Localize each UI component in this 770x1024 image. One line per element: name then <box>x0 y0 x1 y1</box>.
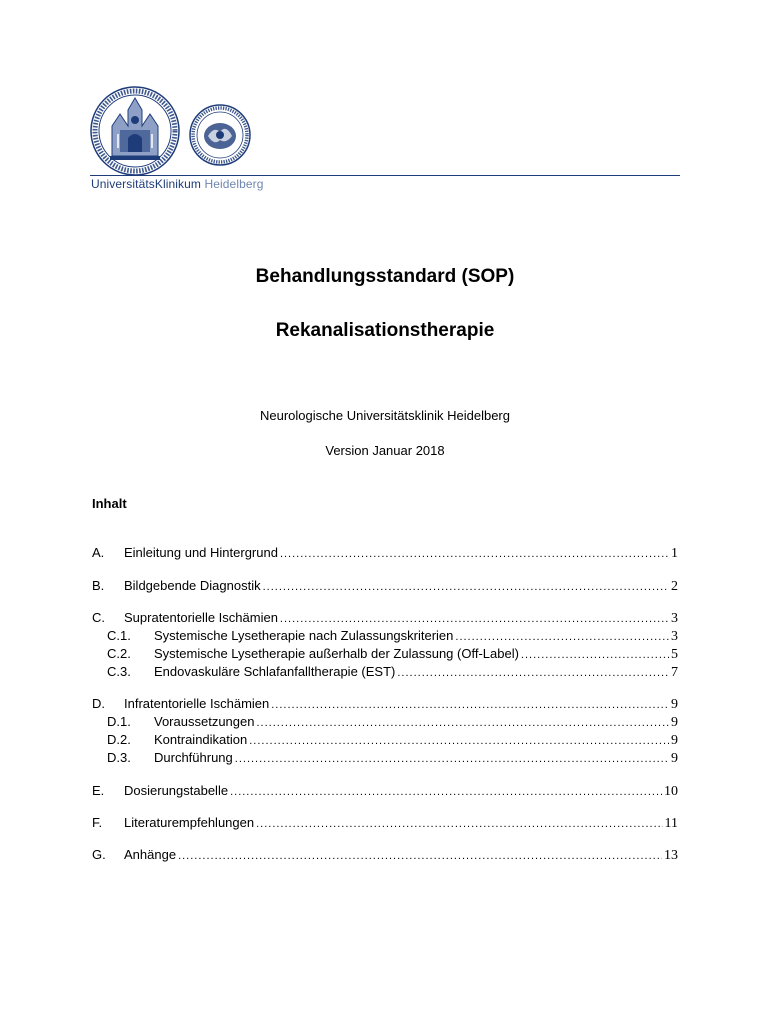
toc-leader-dots <box>271 699 669 711</box>
toc-leader-dots <box>455 631 669 643</box>
toc-entry-label: Durchführung <box>154 750 233 765</box>
document-subtitle: Rekanalisationstherapie <box>275 320 495 341</box>
toc-entry-page: 7 <box>671 665 678 680</box>
header-rule <box>90 175 680 176</box>
toc-entry-d3[interactable] <box>107 750 678 768</box>
toc-entry-label: Voraussetzungen <box>154 714 255 729</box>
toc-entry-c3[interactable] <box>107 664 678 682</box>
university-seal-large <box>91 87 179 175</box>
toc-entry-number: D.2. <box>107 732 131 747</box>
toc-entry-page: 10 <box>664 784 678 799</box>
institution-name: Neurologische Universitätsklinik Heidelberg <box>259 408 510 423</box>
toc-entry-label: Systemische Lysetherapie nach Zulassungskriterien <box>154 628 454 643</box>
toc-entry-page: 9 <box>671 697 678 712</box>
toc-entry-number: D.3. <box>107 750 131 765</box>
toc-entry-number: D.1. <box>107 714 131 729</box>
clinic-seal-small <box>190 105 250 165</box>
toc-leader-dots <box>280 613 669 625</box>
toc-leader-dots <box>397 667 669 679</box>
toc-entry-label: Endovaskuläre Schlafanfalltherapie (EST) <box>154 664 396 679</box>
toc-entry-label: Einleitung und Hintergrund <box>124 545 278 560</box>
toc-entry-page: 13 <box>664 848 678 863</box>
toc-entry-d1[interactable] <box>107 714 678 732</box>
toc-entry-label: Systemische Lysetherapie außerhalb der Zulassung (Off-Label) <box>154 646 519 661</box>
toc-entry-page: 3 <box>671 611 678 626</box>
university-seals-logo <box>90 86 260 178</box>
toc-leader-dots <box>263 581 669 593</box>
toc-entry-page: 5 <box>671 647 678 662</box>
brand-name-part2: Heidelberg <box>204 177 264 191</box>
toc-entry-label: Infratentorielle Ischämien <box>124 696 270 711</box>
toc-entry-page: 11 <box>664 816 678 831</box>
toc-entry-number: B. <box>92 578 105 593</box>
toc-entry-page: 3 <box>671 629 678 644</box>
toc-entry-number: D. <box>92 696 105 711</box>
toc-leader-dots <box>235 753 669 765</box>
toc-entry-d[interactable] <box>92 696 678 714</box>
toc-entry-label: Kontraindikation <box>154 732 248 747</box>
toc-leader-dots <box>256 717 669 729</box>
toc-leader-dots <box>249 735 669 747</box>
brand-name-part1: UniversitätsKlinikum <box>91 177 202 191</box>
toc-leader-dots <box>178 850 662 862</box>
toc-entry-a[interactable] <box>92 545 678 563</box>
toc-leader-dots <box>230 786 662 798</box>
toc-entry-number: E. <box>92 783 105 798</box>
toc-entry-b[interactable] <box>92 578 678 596</box>
toc-entry-number: G. <box>92 847 106 862</box>
toc-entry-c1[interactable] <box>107 628 678 646</box>
toc-entry-page: 9 <box>671 751 678 766</box>
toc-entry-label: Dosierungstabelle <box>124 783 229 798</box>
toc-entry-d2[interactable] <box>107 732 678 750</box>
document-version: Version Januar 2018 <box>325 443 445 458</box>
toc-leader-dots <box>521 649 669 661</box>
toc-entry-label: Anhänge <box>124 847 177 862</box>
toc-entry-f[interactable] <box>92 815 678 833</box>
document-title: Behandlungsstandard (SOP) <box>255 266 515 287</box>
toc-entry-g[interactable] <box>92 847 678 865</box>
toc-entry-number: C.1. <box>107 628 131 643</box>
toc-entry-label: Bildgebende Diagnostik <box>124 578 261 593</box>
toc-entry-c[interactable] <box>92 610 678 628</box>
toc-leader-dots <box>280 548 669 560</box>
toc-entry-page: 9 <box>671 733 678 748</box>
clinic-brand-wordmark <box>91 177 264 191</box>
toc-entry-number: C.3. <box>107 664 131 679</box>
page-header <box>0 0 770 200</box>
toc-heading: Inhalt <box>92 496 127 511</box>
toc-entry-c2[interactable] <box>107 646 678 664</box>
toc-entry-page: 9 <box>671 715 678 730</box>
toc-entry-number: F. <box>92 815 103 830</box>
toc-entry-label: Supratentorielle Ischämien <box>124 610 278 625</box>
toc-leader-dots <box>256 818 662 830</box>
toc-entry-page: 1 <box>671 546 678 561</box>
toc-entry-number: A. <box>92 545 105 560</box>
toc-entry-label: Literaturempfehlungen <box>124 815 255 830</box>
toc-entry-page: 2 <box>671 579 678 594</box>
toc-entry-e[interactable] <box>92 783 678 801</box>
toc-entry-number: C. <box>92 610 105 625</box>
toc-entry-number: C.2. <box>107 646 131 661</box>
